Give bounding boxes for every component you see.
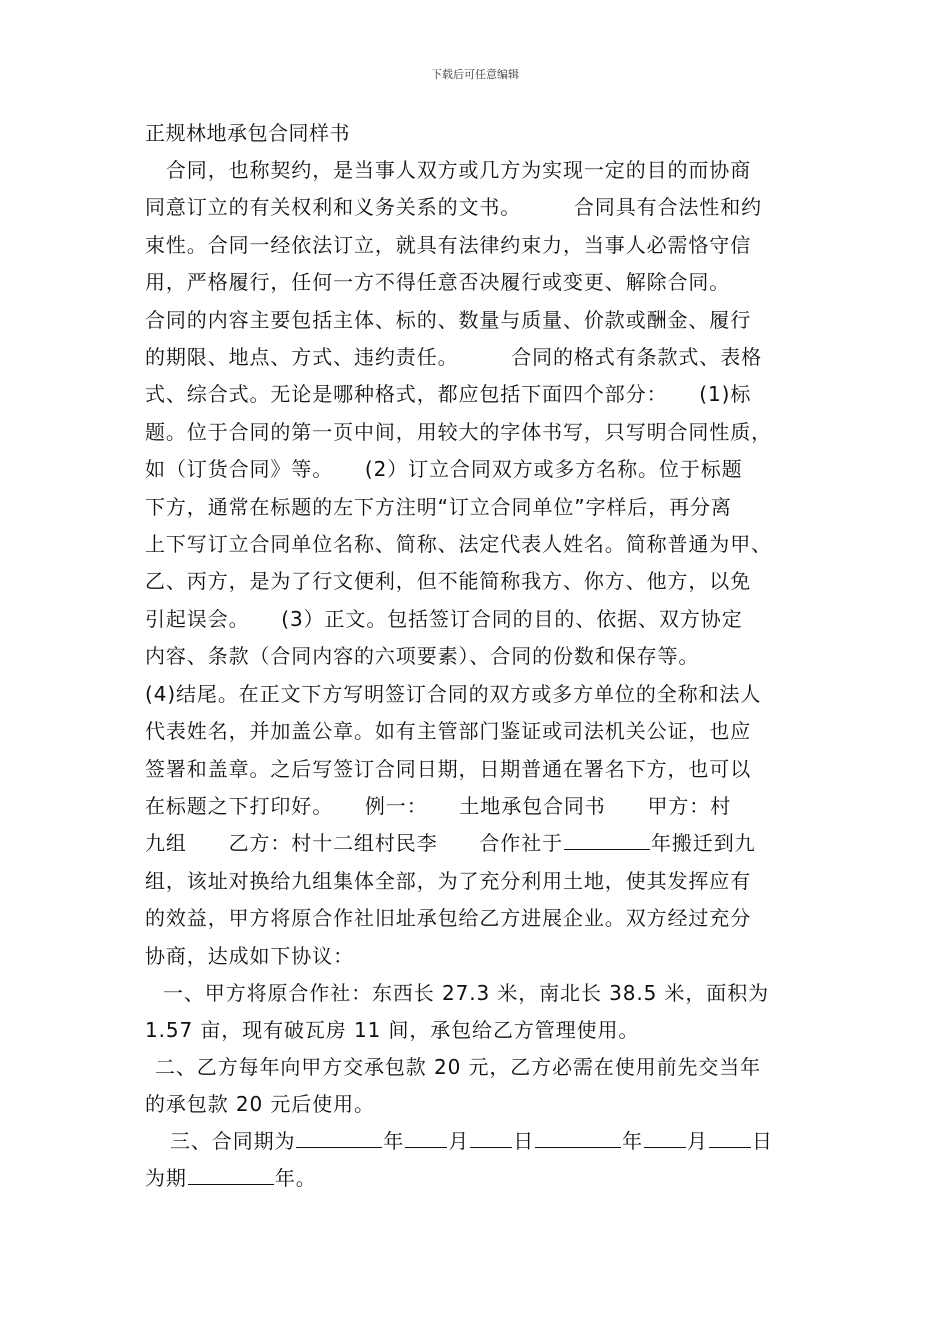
month-label: 月 [448,1128,470,1153]
intro-line: 合同的内容主要包括主体、标的、数量与质量、价款或酬金、履行 [145,307,752,332]
example-paragraph [145,825,815,975]
clause-two-line: 的承包款 20 元后使用。 [145,1091,375,1116]
intro-line: 乙、丙方，是为了行文便利，但不能简称我方、你方、他方，以免 [145,569,752,594]
clause-one [145,975,815,1049]
example-line [145,825,815,862]
example-line: 的效益，甲方将原合作社旧址承包给乙方进展企业。双方经过充分 [145,906,752,931]
example-line: 协商，达成如下协议： [145,943,354,968]
clause-one-line: 一、甲方将原合作社：东西长 27.3 米，南北长 38.5 米，面积为 [163,980,769,1005]
clause-two [145,1049,815,1123]
intro-line: 束性。合同一经依法订立，就具有法律约束力，当事人必需恪守信 [145,232,752,257]
day-label: 日 [751,1128,773,1153]
intro-line: 签署和盖章。之后写签订合同日期，日期普通在署名下方，也可以 [145,756,752,781]
intro-line: (4)结尾。在正文下方写明签订合同的双方或多方单位的全称和法人 [145,681,762,706]
intro-line: 同意订立的有关权利和义务关系的文书。 合同具有合法性和约 [145,195,762,220]
example-line: 组，该址对换给九组集体全部，为了充分利用土地，使其发挥应有 [145,868,752,893]
blank-field [296,1125,382,1148]
term-prefix: 为期 [145,1165,187,1190]
year-label: 年 [622,1128,644,1153]
example-line-tail: 年搬迁到九 [651,831,756,856]
year-label: 年 [383,1128,405,1153]
clause-two-line: 二、乙方每年向甲方交承包款 20 元，乙方必需在使用前先交当年 [155,1054,762,1079]
document-title: 正规林地承包合同样书 [145,121,350,145]
intro-paragraph [145,152,815,825]
clause-one-line: 1.57 亩，现有破瓦房 11 间，承包给乙方管理使用。 [145,1017,640,1042]
page-header-note: 下载后可任意编辑 [431,68,519,81]
intro-line: 引起误会。 (3）正文。包括签订合同的目的、依据、双方协定 [145,606,743,631]
blank-field [405,1125,447,1148]
intro-line: 内容、条款（合同内容的六项要素）、合同的份数和保存等。 [145,644,700,669]
intro-line: 合同，也称契约，是当事人双方或几方为实现一定的目的而协商 [145,158,752,182]
term-suffix: 年。 [274,1165,317,1190]
intro-line: 的期限、地点、方式、违约责任。 合同的格式有条款式、表格 [145,345,762,370]
clause-three-line [145,1160,815,1197]
blank-field [535,1125,621,1148]
blank-field [709,1125,751,1148]
blank-field [644,1125,686,1148]
clause-three-line [145,1123,815,1160]
document-page [145,118,815,1197]
blank-field [188,1162,274,1185]
intro-line: 题。位于合同的第一页中间，用较大的字体书写，只写明合同性质， [145,419,772,444]
month-label: 月 [687,1128,708,1153]
intro-line: 式、综合式。无论是哪种格式，都应包括下面四个部分： (1)标 [145,382,752,407]
intro-line: 下方，通常在标题的左下方注明“订立合同单位”字样后，再分离 [145,494,732,519]
intro-line: 如（订货合同》等。 (2）订立合同双方或多方名称。位于标题 [145,457,743,482]
day-label: 日 [513,1128,535,1153]
intro-line: 代表姓名，并加盖公章。如有主管部门鉴证或司法机关公证，也应 [145,719,752,744]
clause-three-prefix: 三、合同期为 [170,1128,296,1153]
intro-line: 在标题之下打印好。 例一： 土地承包合同书 甲方：村 [145,793,732,818]
clause-three [145,1123,815,1197]
example-line-text: 九组 乙方：村十二组村民李 合作社于 [145,831,563,856]
blank-field [470,1125,512,1148]
intro-line: 上下写订立合同单位名称、简称、法定代表人姓名。简称普通为甲、 [145,532,772,557]
intro-line: 用，严格履行，任何一方不得任意否决履行或变更、解除合同。 [145,270,731,295]
blank-field [564,827,650,850]
